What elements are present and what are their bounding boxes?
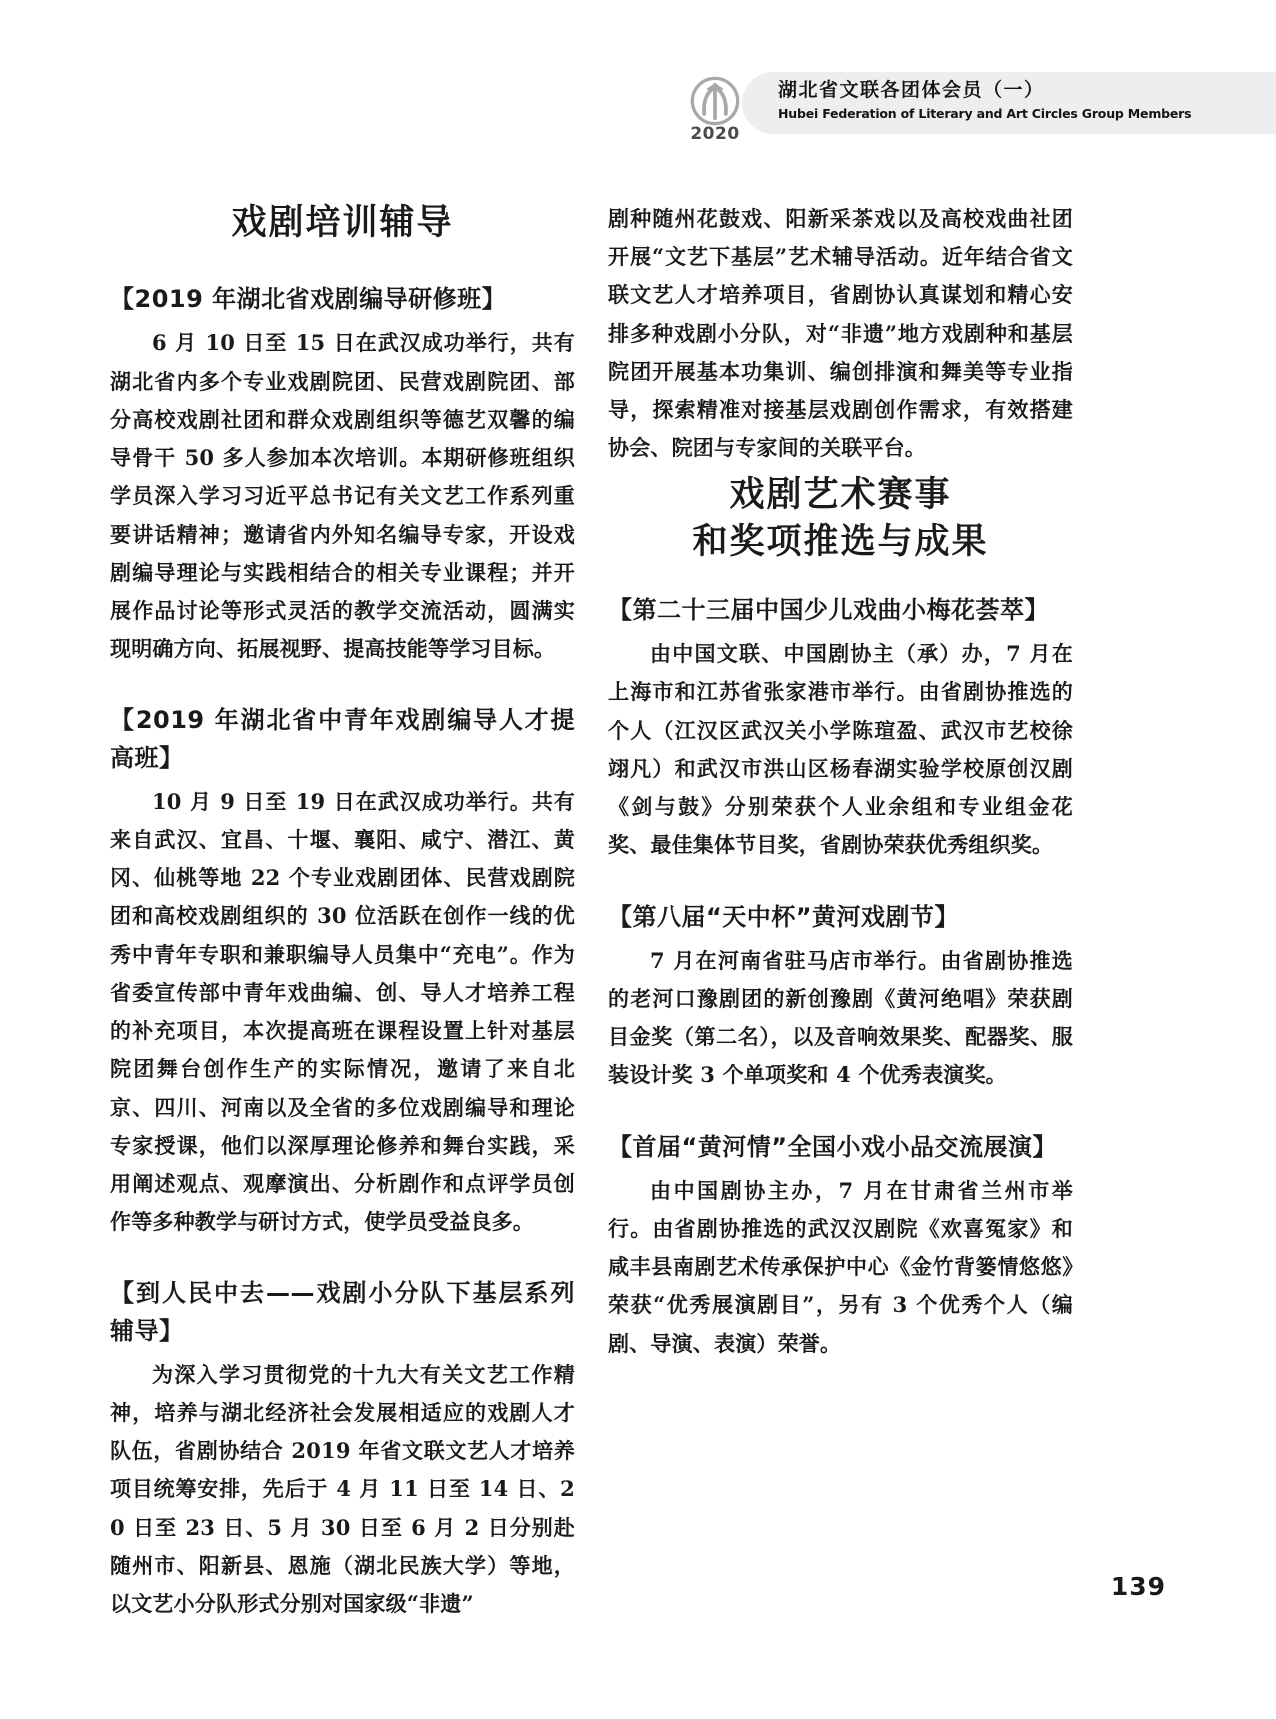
header-title-english: Hubei Federation of Literary and Art Circles Group Members: [778, 105, 1192, 121]
left-section-title: 戏剧培训辅导: [231, 203, 454, 243]
header-title-chinese: 湖北省文联各团体会员（一）: [778, 79, 1045, 101]
left-subheading-1: 【2019 年湖北省戏剧编导研修班】: [110, 285, 507, 314]
left-subheading-2: 【2019 年湖北省中青年戏剧编导人才提高班】: [110, 706, 575, 772]
logo-year: 2020: [690, 124, 740, 144]
right-paragraph-1: 由中国文联、中国剧协主（承）办，7 月在上海市和江苏省张家港市举行。由省剧协推选的个人（江汉区武汉关小学陈瑄盈、武汉市艺校徐翊凡）和武汉市洪山区杨春湖实验学校原创汉剧《剑与鼓》分别荣获个人业余组和专业组金花奖、最佳集体节目奖，省剧协荣获优秀组织奖。: [608, 641, 1073, 858]
right-section-title-line-2: 和奖项推选与成果: [692, 521, 989, 562]
right-subheading-2: 【第八届“天中杯”黄河戏剧节】: [608, 902, 960, 931]
page-header: [0, 72, 1276, 144]
page-number: 139: [1110, 1572, 1166, 1601]
right-column: [608, 200, 1073, 1367]
left-column: [110, 200, 575, 1627]
right-section-title-line-1: 戏剧艺术赛事: [729, 474, 952, 515]
left-paragraph-2: 10 月 9 日至 19 日在武汉成功举行。共有来自武汉、宜昌、十堰、襄阳、咸宁、潜江、黄冈、仙桃等地 22 个专业戏剧团体、民营戏剧院团和高校戏剧组织的 30 位活跃在创作一线的优秀中青年专职和兼职编导人员集中“充电”。作为省委宣传部中青年戏曲编、创、导人才培养工程的补充项目，本次提高班在课程设置上针对基层院团舞台创作生产的实际情况，邀请了来自北京、四川、河南以及全省的多位戏剧编导和理论专家授课，他们以深厚理论修养和舞台实践，采用阐述观点、观摩演出、分析剧作和点评学员创作等多种教学与研讨方式，使学员受益良多。: [110, 788, 575, 1235]
right-subheading-1: 【第二十三届中国少儿戏曲小梅花荟萃】: [608, 596, 1049, 625]
header-title-group: [778, 79, 1258, 121]
right-continuation-paragraph: 剧种随州花鼓戏、阳新采茶戏以及高校戏曲社团开展“文艺下基层”艺术辅导活动。近年结合省文联文艺人才培养项目，省剧协认真谋划和精心安排多种戏剧小分队，对“非遗”地方戏剧种和基层院团开展基本功集训、编创排演和舞美等专业指导，探索精准对接基层戏剧创作需求，有效搭建协会、院团与专家间的关联平台。: [608, 206, 1073, 461]
right-paragraph-2: 7 月在河南省驻马店市举行。由省剧协推选的老河口豫剧团的新创豫剧《黄河绝唱》荣获剧目金奖（第二名），以及音响效果奖、配器奖、服装设计奖 3 个单项奖和 4 个优秀表演奖。: [608, 947, 1073, 1088]
right-subheading-3: 【首届“黄河情”全国小戏小品交流展演】: [608, 1132, 1058, 1161]
left-subheading-3: 【到人民中去——戏剧小分队下基层系列辅导】: [110, 1279, 575, 1345]
federation-emblem-icon: [688, 74, 742, 128]
right-paragraph-3: 由中国剧协主办，7 月在甘肃省兰州市举行。由省剧协推选的武汉汉剧院《欢喜冤家》和咸丰县南剧艺术传承保护中心《金竹背篓情悠悠》荣获“优秀展演剧目”，另有 3 个优秀个人（编剧、导演、表演）荣誉。: [608, 1177, 1073, 1356]
left-paragraph-1: 6 月 10 日至 15 日在武汉成功举行，共有湖北省内多个专业戏剧院团、民营戏剧院团、部分高校戏剧社团和群众戏剧组织等德艺双馨的编导骨干 50 多人参加本次培训。本期研修班组织学员深入学习习近平总书记有关文艺工作系列重要讲话精神；邀请省内外知名编导专家，开设戏剧编导理论与实践相结合的相关专业课程；并开展作品讨论等形式灵活的教学交流活动，圆满实现明确方向、拓展视野、提高技能等学习目标。: [110, 330, 575, 662]
publication-logo: [672, 74, 758, 148]
right-section-title: [608, 472, 1073, 567]
left-paragraph-3: 为深入学习贯彻党的十九大有关文艺工作精神，培养与湖北经济社会发展相适应的戏剧人才队伍，省剧协结合 2019 年省文联文艺人才培养项目统筹安排，先后于 4 月 11 日至 14 日、20 日至 23 日、5 月 30 日至 6 月 2 日分别赴随州市、阳新县、恩施（湖北民族大学）等地，以文艺小分队形式分别对国家级“非遗”: [110, 1361, 575, 1617]
